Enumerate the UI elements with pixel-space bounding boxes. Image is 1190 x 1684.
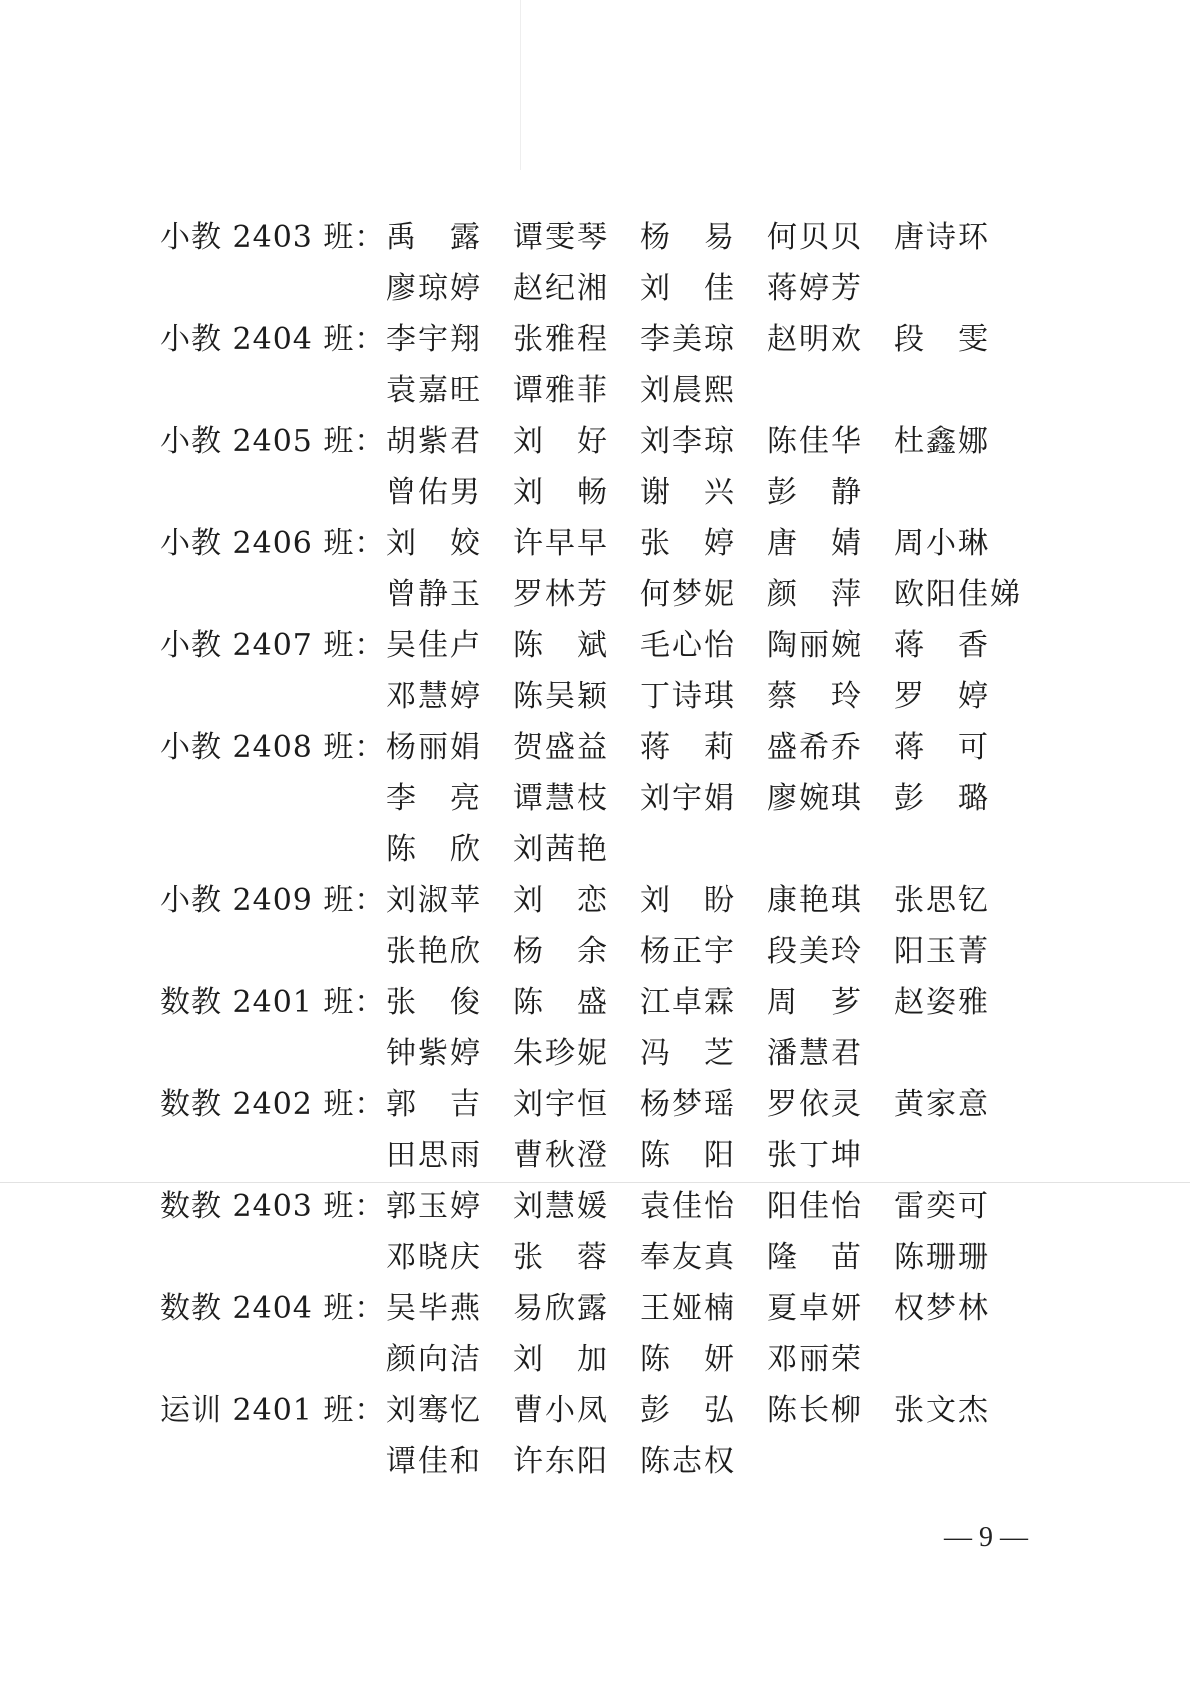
roster-line <box>0 1028 1190 1079</box>
roster-line <box>0 365 1190 416</box>
roster-line <box>0 518 1190 569</box>
student-name: 刘 恋 <box>513 883 609 918</box>
student-name: 廖婉琪 <box>767 781 863 816</box>
student-name: 唐 婧 <box>767 526 863 561</box>
roster-line <box>0 926 1190 977</box>
roster-line <box>0 1079 1190 1130</box>
class-label: 运训 2401 班： <box>160 1393 386 1428</box>
class-label: 小教 2403 班： <box>160 220 386 255</box>
student-name: 段美玲 <box>767 934 863 969</box>
roster-line <box>0 569 1190 620</box>
student-name: 蔡 玲 <box>767 679 863 714</box>
student-name: 杜鑫娜 <box>894 424 990 459</box>
student-name: 朱珍妮 <box>513 1036 609 1071</box>
student-name: 邓丽荣 <box>767 1342 863 1377</box>
student-name: 权梦林 <box>894 1291 990 1326</box>
student-name: 曹小凤 <box>513 1393 609 1428</box>
student-name: 杨 余 <box>513 934 609 969</box>
roster-line <box>0 212 1190 263</box>
student-name: 丁诗琪 <box>640 679 736 714</box>
student-name: 杨梦瑶 <box>640 1087 736 1122</box>
student-name: 蒋 香 <box>894 628 990 663</box>
roster-line <box>0 1232 1190 1283</box>
student-name: 冯 芝 <box>640 1036 736 1071</box>
student-name: 谭雯琴 <box>513 220 609 255</box>
roster-line <box>0 263 1190 314</box>
student-name: 陈 妍 <box>640 1342 736 1377</box>
student-name: 刘 加 <box>513 1342 609 1377</box>
student-name: 禹 露 <box>386 220 482 255</box>
roster-line <box>0 620 1190 671</box>
student-name: 奉友真 <box>640 1240 736 1275</box>
student-name: 周小琳 <box>894 526 990 561</box>
class-label: 小教 2409 班： <box>160 883 386 918</box>
student-name: 陈 阳 <box>640 1138 736 1173</box>
student-name: 陈志权 <box>640 1444 736 1479</box>
roster-line <box>0 1334 1190 1385</box>
roster-line <box>0 1385 1190 1436</box>
student-name: 刘 畅 <box>513 475 609 510</box>
student-name: 陈 欣 <box>386 832 482 867</box>
student-name: 刘晨熙 <box>640 373 736 408</box>
student-name: 易欣露 <box>513 1291 609 1326</box>
student-name: 曾佑男 <box>386 475 482 510</box>
class-roster <box>0 212 1190 1487</box>
student-name: 郭 吉 <box>386 1087 482 1122</box>
student-name: 刘 姣 <box>386 526 482 561</box>
class-label: 小教 2405 班： <box>160 424 386 459</box>
student-name: 吴毕燕 <box>386 1291 482 1326</box>
student-name: 刘宇恒 <box>513 1087 609 1122</box>
student-name: 蒋婷芳 <box>767 271 863 306</box>
student-name: 张 俊 <box>386 985 482 1020</box>
class-label: 小教 2406 班： <box>160 526 386 561</box>
student-name: 刘茜艳 <box>513 832 609 867</box>
student-name: 陶丽婉 <box>767 628 863 663</box>
student-name: 张 蓉 <box>513 1240 609 1275</box>
student-name: 周 芗 <box>767 985 863 1020</box>
student-name: 张艳欣 <box>386 934 482 969</box>
roster-line <box>0 722 1190 773</box>
student-name: 许早早 <box>513 526 609 561</box>
student-name: 廖琼婷 <box>386 271 482 306</box>
student-name: 许东阳 <box>513 1444 609 1479</box>
student-name: 郭玉婷 <box>386 1189 482 1224</box>
student-name: 阳玉菁 <box>894 934 990 969</box>
student-name: 贺盛益 <box>513 730 609 765</box>
roster-line <box>0 1130 1190 1181</box>
student-name: 袁嘉旺 <box>386 373 482 408</box>
student-name: 杨丽娟 <box>386 730 482 765</box>
roster-line <box>0 416 1190 467</box>
class-label: 数教 2404 班： <box>160 1291 386 1326</box>
student-name: 陈长柳 <box>767 1393 863 1428</box>
student-name: 毛心怡 <box>640 628 736 663</box>
student-name: 邓慧婷 <box>386 679 482 714</box>
roster-line <box>0 773 1190 824</box>
student-name: 张雅程 <box>513 322 609 357</box>
student-name: 康艳琪 <box>767 883 863 918</box>
student-name: 赵纪湘 <box>513 271 609 306</box>
student-name: 谢 兴 <box>640 475 736 510</box>
class-label: 数教 2401 班： <box>160 985 386 1020</box>
class-label: 小教 2407 班： <box>160 628 386 663</box>
student-name: 雷奕可 <box>894 1189 990 1224</box>
roster-line <box>0 1283 1190 1334</box>
student-name: 田思雨 <box>386 1138 482 1173</box>
student-name: 李美琼 <box>640 322 736 357</box>
student-name: 赵姿雅 <box>894 985 990 1020</box>
student-name: 谭雅菲 <box>513 373 609 408</box>
student-name: 杨正宇 <box>640 934 736 969</box>
student-name: 刘慧媛 <box>513 1189 609 1224</box>
student-name: 曹秋澄 <box>513 1138 609 1173</box>
roster-line <box>0 671 1190 722</box>
student-name: 何梦妮 <box>640 577 736 612</box>
roster-line <box>0 824 1190 875</box>
student-name: 吴佳卢 <box>386 628 482 663</box>
student-name: 谭佳和 <box>386 1444 482 1479</box>
student-name: 张 婷 <box>640 526 736 561</box>
student-name: 钟紫婷 <box>386 1036 482 1071</box>
student-name: 江卓霖 <box>640 985 736 1020</box>
student-name: 盛希乔 <box>767 730 863 765</box>
student-name: 陈佳华 <box>767 424 863 459</box>
student-name: 张思钇 <box>894 883 990 918</box>
student-name: 刘骞忆 <box>386 1393 482 1428</box>
student-name: 罗依灵 <box>767 1087 863 1122</box>
class-label: 小教 2404 班： <box>160 322 386 357</box>
student-name: 夏卓妍 <box>767 1291 863 1326</box>
student-name: 隆 苗 <box>767 1240 863 1275</box>
roster-line <box>0 1181 1190 1232</box>
student-name: 颜 萍 <box>767 577 863 612</box>
roster-line <box>0 1436 1190 1487</box>
student-name: 段 雯 <box>894 322 990 357</box>
student-name: 刘宇娟 <box>640 781 736 816</box>
student-name: 刘 好 <box>513 424 609 459</box>
student-name: 赵明欢 <box>767 322 863 357</box>
class-label: 数教 2402 班： <box>160 1087 386 1122</box>
student-name: 彭 璐 <box>894 781 990 816</box>
student-name: 刘淑苹 <box>386 883 482 918</box>
student-name: 杨 易 <box>640 220 736 255</box>
student-name: 邓晓庆 <box>386 1240 482 1275</box>
student-name: 谭慧枝 <box>513 781 609 816</box>
student-name: 阳佳怡 <box>767 1189 863 1224</box>
page-number: — 9 — <box>944 1522 1028 1553</box>
class-label: 数教 2403 班： <box>160 1189 386 1224</box>
roster-line <box>0 314 1190 365</box>
student-name: 胡紫君 <box>386 424 482 459</box>
student-name: 罗林芳 <box>513 577 609 612</box>
student-name: 唐诗环 <box>894 220 990 255</box>
student-name: 曾静玉 <box>386 577 482 612</box>
student-name: 蒋 可 <box>894 730 990 765</box>
student-name: 陈珊珊 <box>894 1240 990 1275</box>
student-name: 陈 斌 <box>513 628 609 663</box>
class-label: 小教 2408 班： <box>160 730 386 765</box>
student-name: 陈吴颖 <box>513 679 609 714</box>
student-name: 张文杰 <box>894 1393 990 1428</box>
scan-artifact-line <box>520 0 521 170</box>
student-name: 陈 盛 <box>513 985 609 1020</box>
roster-line <box>0 875 1190 926</box>
student-name: 罗 婷 <box>894 679 990 714</box>
student-name: 黄家意 <box>894 1087 990 1122</box>
student-name: 袁佳怡 <box>640 1189 736 1224</box>
student-name: 何贝贝 <box>767 220 863 255</box>
roster-line <box>0 977 1190 1028</box>
student-name: 王娅楠 <box>640 1291 736 1326</box>
student-name: 李 亮 <box>386 781 482 816</box>
student-name: 蒋 莉 <box>640 730 736 765</box>
student-name: 颜向洁 <box>386 1342 482 1377</box>
student-name: 李宇翔 <box>386 322 482 357</box>
student-name: 彭 静 <box>767 475 863 510</box>
student-name: 潘慧君 <box>767 1036 863 1071</box>
roster-line <box>0 467 1190 518</box>
student-name: 张丁坤 <box>767 1138 863 1173</box>
student-name: 彭 弘 <box>640 1393 736 1428</box>
student-name: 刘李琼 <box>640 424 736 459</box>
student-name: 欧阳佳娣 <box>894 577 1022 612</box>
student-name: 刘 盼 <box>640 883 736 918</box>
student-name: 刘 佳 <box>640 271 736 306</box>
